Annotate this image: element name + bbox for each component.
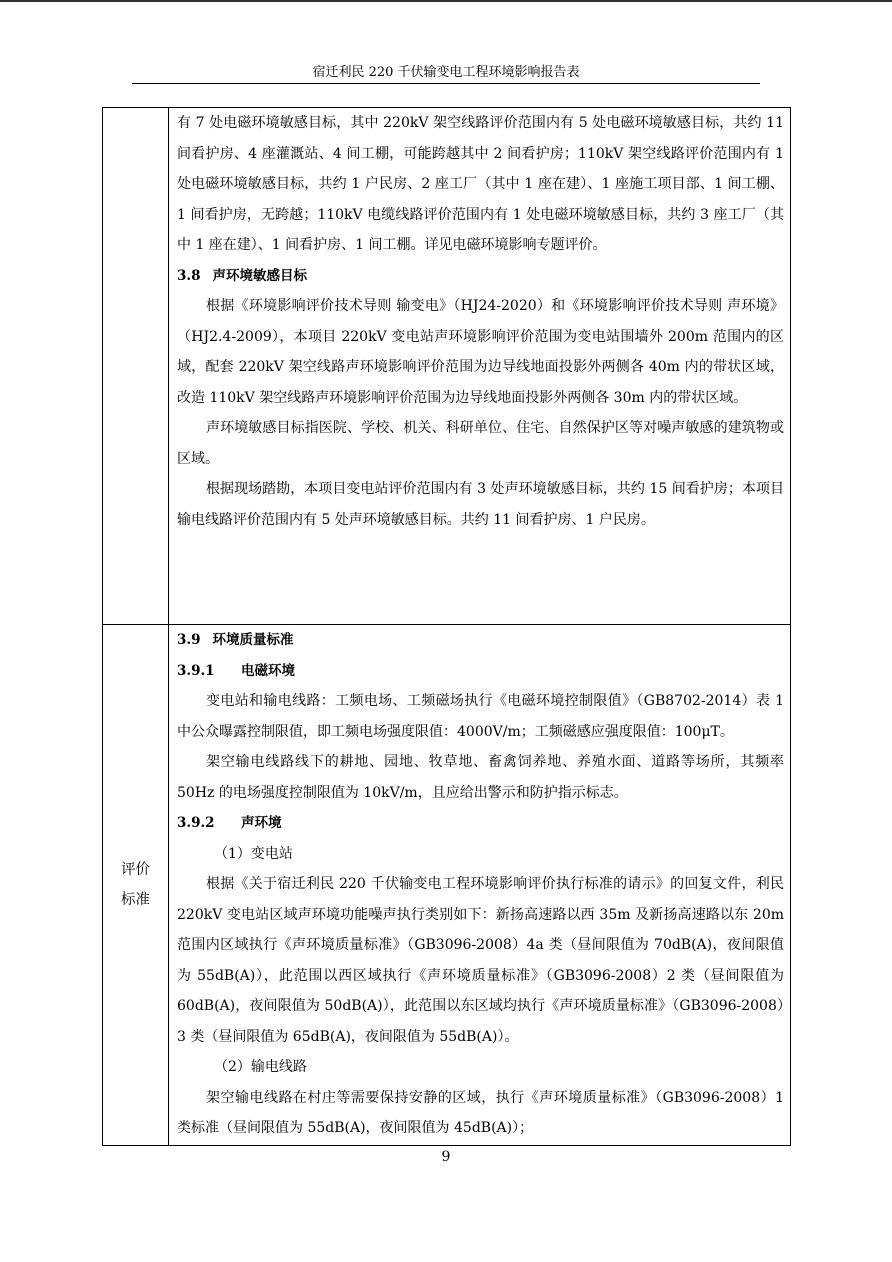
subsection-number: 3.9.2 bbox=[177, 815, 215, 831]
subsection-number: 3.9.1 bbox=[177, 662, 215, 679]
section-number: 3.9 bbox=[177, 632, 201, 648]
page-header-title: 宿迁利民 220 千伏输变电工程环境影响报告表 bbox=[312, 65, 580, 80]
subsection-heading-3-9-1 bbox=[177, 656, 784, 687]
content-cell bbox=[169, 108, 791, 625]
row-label-line-1: 评价 bbox=[121, 862, 150, 878]
paragraph-line-noise: 架空输电线路在村庄等需要保持安静的区域，执行《声环境质量标准》（GB3096-2008）1 类标准（昼间限值为 55dB(A)，夜间限值为 45dB(A)）； bbox=[177, 1089, 784, 1136]
item-transmission-line: （2）输电线路 bbox=[214, 1059, 307, 1075]
paragraph-noise-definition: 声环境敏感目标指医院、学校、机关、科研单位、住宅、自然保护区等对噪声敏感的建筑物或区域。 bbox=[177, 420, 784, 467]
paragraph-em-targets-continued: 有 7 处电磁环境敏感目标，其中 220kV 架空线路评价范围内有 5 处电磁环境敏感目标，共约 11 间看护房、4 座灌溉站、4 间工棚，可能跨越其中 2 间看护房；110kV 架空线路评价范围内有 1 处电磁环境敏感目标，共约 1 户民房、2 座工厂（其中 1 座在建）、1 座施工项目部、1 间工棚、1 间看护房，无跨越；110kV 电缆线路评价范围内有 1 处电磁环境敏感目标，共约 3 座工厂（其中 1 座在建）、1 间看护房、1 间工棚。详见电磁环境影响专题评价。 bbox=[177, 115, 784, 253]
paragraph-noise-scope: 根据《环境影响评价技术导则 输变电》（HJ24-2020）和《环境影响评价技术导则 声环境》（HJ2.4-2009），本项目 220kV 变电站声环境影响评价范围为变电站围墙外 200m 范围内的区域，配套 220kV 架空线路声环境影响评价范围为边导线地面投影外两侧各 40m 内的带状区域，改造 110kV 架空线路声环境影响评价范围为边导线地面投影外两侧各 30m 内的带状区域。 bbox=[177, 298, 784, 406]
section-title: 声环境敏感目标 bbox=[212, 267, 307, 284]
subsection-title: 电磁环境 bbox=[241, 662, 295, 679]
row-label-cell bbox=[103, 108, 169, 625]
item-substation: （1）变电站 bbox=[214, 845, 293, 862]
header-underline bbox=[132, 83, 760, 84]
subsection-title: 声环境 bbox=[241, 815, 282, 831]
content-cell-standards bbox=[169, 625, 791, 1146]
section-heading-3-8 bbox=[177, 261, 784, 292]
table-row-evaluation-standards bbox=[103, 625, 791, 1146]
paragraph-substation-noise: 根据《关于宿迁利民 220 千伏输变电工程环境影响评价执行标准的请示》的回复文件，利民 220kV 变电站区域声环境功能噪声执行类别如下：新扬高速路以西 35m 及新扬高速路以东 20m 范围内区域执行《声环境质量标准》（GB3096-2008）4a 类（昼间限值为 70dB(A)，夜间限值为 55dB(A)），此范围以西区域执行《声环境质量标准》（GB3096-2008）2 类（昼间限值为 60dB(A)，夜间限值为 50dB(A)），此范围以东区域均执行《声环境质量标准》（GB3096-2008）3 类（昼间限值为 65dB(A)，夜间限值为 55dB(A)）。 bbox=[177, 876, 784, 1045]
paragraph-em-limits: 变电站和输电线路：工频电场、工频磁场执行《电磁环境控制限值》（GB8702-2014）表 1 中公众曝露控制限值，即工频电场强度限值：4000V/m；工频磁感应强度限值：100μT。 bbox=[177, 693, 784, 740]
paragraph-noise-survey: 根据现场踏勘，本项目变电站评价范围内有 3 处声环境敏感目标，共约 15 间看护房；本项目输电线路评价范围内有 5 处声环境敏感目标。共约 11 间看护房、1 户民房。 bbox=[177, 481, 784, 528]
report-table bbox=[102, 107, 791, 1146]
paragraph-em-field-areas: 架空输电线路线下的耕地、园地、牧草地、畜禽饲养地、养殖水面、道路等场所，其频率 50Hz 的电场强度控制限值为 10kV/m，且应给出警示和防护指示标志。 bbox=[177, 754, 784, 801]
row-label-line-2: 标准 bbox=[121, 892, 150, 908]
row-label-cell-standards bbox=[103, 625, 169, 1146]
table-row-sensitive-targets bbox=[103, 108, 791, 625]
subsection-heading-3-9-2 bbox=[177, 808, 784, 839]
section-number: 3.8 bbox=[177, 267, 201, 284]
section-title: 环境质量标准 bbox=[212, 632, 294, 648]
page-number: 9 bbox=[441, 1149, 451, 1165]
section-heading-3-9 bbox=[177, 625, 784, 656]
top-border-line bbox=[0, 0, 892, 2]
